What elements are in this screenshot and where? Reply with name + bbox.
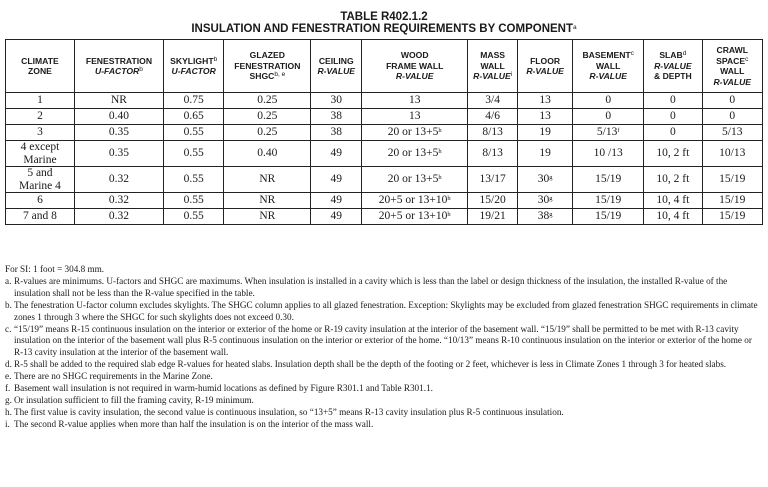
cell-ceiling: 38 [311,109,362,125]
col-header-mass-wall: MASS WALL R-VALUE$^i$ [468,40,518,93]
cell-mass-wall: 4/6 [468,109,518,125]
cell-wood-wall: 20+5 or $13+10^h$ [362,209,468,225]
cell-crawl: 0 [702,93,763,109]
si-conversion-note: For SI: 1 foot = 304.8 mm. [5,264,105,274]
cell-crawl: 15/19 [702,209,763,225]
cell-floor: 13 [518,93,573,109]
cell-basement: 10 /13 [573,141,644,167]
cell-mass-wall: 8/13 [468,125,518,141]
cell-mass-wall: 15/20 [468,193,518,209]
header-row [6,40,763,93]
cell-ceiling: 49 [311,141,362,167]
cell-floor: 19 [518,141,573,167]
cell-floor: 30$^g$ [518,167,573,193]
cell-crawl: 15/19 [702,193,763,209]
cell-zone: 7 and 8 [6,209,75,225]
cell-slab: 0 [644,109,702,125]
cell-slab: 0 [644,93,702,109]
cell-shgc: 0.25 [224,109,311,125]
cell-ceiling: 49 [311,193,362,209]
cell-fenestration-u: 0.32 [74,193,163,209]
cell-crawl: 5/13 [702,125,763,141]
cell-mass-wall: 3/4 [468,93,518,109]
cell-wood-wall: 20+5 or $13+10^h$ [362,193,468,209]
cell-fenestration-u: 0.40 [74,109,163,125]
col-header-basement-wall: BASEMENT$^c$ WALL R-VALUE [573,40,644,93]
footnote-i: i. The second R-value applies when more than half the insulation is on the interior of the mass wall. [5,418,374,429]
cell-ceiling: 30 [311,93,362,109]
cell-floor: 19 [518,125,573,141]
table-row [6,109,763,125]
cell-zone: 1 [6,93,75,109]
table-title: INSULATION AND FENESTRATION REQUIREMENTS BY COMPONENT$^a$ [191,23,577,35]
col-header-glazed-shgc: GLAZED FENESTRATION SHGC$^{b, e}$ [224,40,311,93]
cell-skylight-u: 0.55 [163,193,223,209]
cell-wood-wall: 13 [362,93,468,109]
cell-basement: 0 [573,109,644,125]
cell-fenestration-u: 0.35 [74,141,163,167]
cell-shgc: NR [224,193,311,209]
cell-crawl: 0 [702,109,763,125]
cell-fenestration-u: NR [74,93,163,109]
cell-wood-wall: 20 or $13+5^h$ [362,141,468,167]
cell-shgc: 0.40 [224,141,311,167]
cell-mass-wall: 13/17 [468,167,518,193]
cell-fenestration-u: 0.32 [74,209,163,225]
footnote-h: h. The first value is cavity insulation, the second value is continuous insulation, so “13+5” means R-13 cavity insulation plus R-5 continuous insulation. [5,406,564,417]
footnote-c: c. “15/19” means R-15 continuous insulation on the interior or exterior of the home or R-19 cavity insulation at the interior of the basement wall. “15/19” shall be permitted to be met with R-13 cavity insulation on the interior of the basement wall plus R-5 continuous insulation on the interior or exterior of the home. “10/13” means R-10 continuous insulation on the interior or exterior of the home or R-13 cavity insulation at the interior of the basement wall. [5,323,752,358]
cell-crawl: 10/13 [702,141,763,167]
requirements-table [5,39,763,225]
cell-mass-wall: 19/21 [468,209,518,225]
cell-zone: 4 except Marine [6,141,75,167]
cell-slab: 10, 4 ft [644,209,702,225]
cell-ceiling: 49 [311,209,362,225]
cell-crawl: 15/19 [702,167,763,193]
cell-wood-wall: 20 or $13+5^h$ [362,125,468,141]
table-row [6,167,763,193]
cell-ceiling: 49 [311,167,362,193]
cell-slab: 0 [644,125,702,141]
cell-slab: 10, 2 ft [644,141,702,167]
cell-skylight-u: 0.55 [163,167,223,193]
cell-basement: 15/19 [573,193,644,209]
cell-skylight-u: 0.75 [163,93,223,109]
table-row [6,141,763,167]
cell-mass-wall: 8/13 [468,141,518,167]
cell-skylight-u: 0.55 [163,209,223,225]
cell-zone: 3 [6,125,75,141]
cell-shgc: 0.25 [224,125,311,141]
cell-basement: 5/13$^f$ [573,125,644,141]
cell-zone: 6 [6,193,75,209]
cell-shgc: NR [224,167,311,193]
col-header-floor: FLOOR R-VALUE [518,40,573,93]
cell-floor: 30$^g$ [518,193,573,209]
cell-basement: 15/19 [573,209,644,225]
footnote-f: f. Basement wall insulation is not required in warm-humid locations as defined by Figure R301.1 and Table R301.1. [5,383,433,394]
footnote-a: a. R-values are minimums. U-factors and SHGC are maximums. When insulation is installed in a cavity which is less than the label or design thickness of the insulation, the installed R-value of the insulation shall not be less than the R-value specified in the table. [5,275,728,298]
cell-ceiling: 38 [311,125,362,141]
cell-skylight-u: 0.65 [163,109,223,125]
cell-floor: 38$^g$ [518,209,573,225]
table-footnotes [5,264,763,431]
cell-wood-wall: 20 or $13+5^h$ [362,167,468,193]
col-header-slab: SLAB$^d$ R-VALUE & DEPTH [644,40,702,93]
col-header-ceiling: CEILING R-VALUE [311,40,362,93]
cell-basement: 15/19 [573,167,644,193]
cell-zone: 5 and Marine 4 [6,167,75,193]
footnote-e: e. There are no SHGC requirements in the Marine Zone. [5,371,213,382]
table-number: TABLE R402.1.2 [340,11,428,23]
col-header-skylight-u: SKYLIGHT$^b$ U-FACTOR [163,40,223,93]
cell-slab: 10, 4 ft [644,193,702,209]
cell-fenestration-u: 0.35 [74,125,163,141]
table-row [6,209,763,225]
table-title-footnote-ref: a [573,24,577,31]
cell-slab: 10, 2 ft [644,167,702,193]
table-row [6,193,763,209]
col-header-climate-zone: CLIMATE ZONE [6,40,75,93]
footnote-g: g. Or insulation sufficient to fill the framing cavity, R-19 minimum. [5,394,254,405]
cell-skylight-u: 0.55 [163,125,223,141]
cell-wood-wall: 13 [362,109,468,125]
cell-shgc: 0.25 [224,93,311,109]
table-row [6,93,763,109]
col-header-fenestration-u: FENESTRATION U-FACTOR$^b$ [74,40,163,93]
cell-shgc: NR [224,209,311,225]
cell-basement: 0 [573,93,644,109]
cell-skylight-u: 0.55 [163,141,223,167]
footnote-d: d. R-5 shall be added to the required slab edge R-values for heated slabs. Insulation depth shall be the depth of the footing or 2 feet, whichever is less in Climate Zones 1 through 3 for heated slabs. [5,359,727,370]
col-header-wood-frame-wall: WOOD FRAME WALL R-VALUE [362,40,468,93]
cell-zone: 2 [6,109,75,125]
col-header-crawl-space-wall: CRAWL SPACE$^c$ WALL R-VALUE [702,40,763,93]
cell-floor: 13 [518,109,573,125]
cell-fenestration-u: 0.32 [74,167,163,193]
table-row [6,125,763,141]
footnote-b: b. The fenestration U-factor column excludes skylights. The SHGC column applies to all glazed fenestration. Exception: Skylights may be excluded from glazed fenestration SHGC requirements in climate zones 1 through 3 where the SHGC for such skylights does not exceed 0.30. [5,299,758,322]
